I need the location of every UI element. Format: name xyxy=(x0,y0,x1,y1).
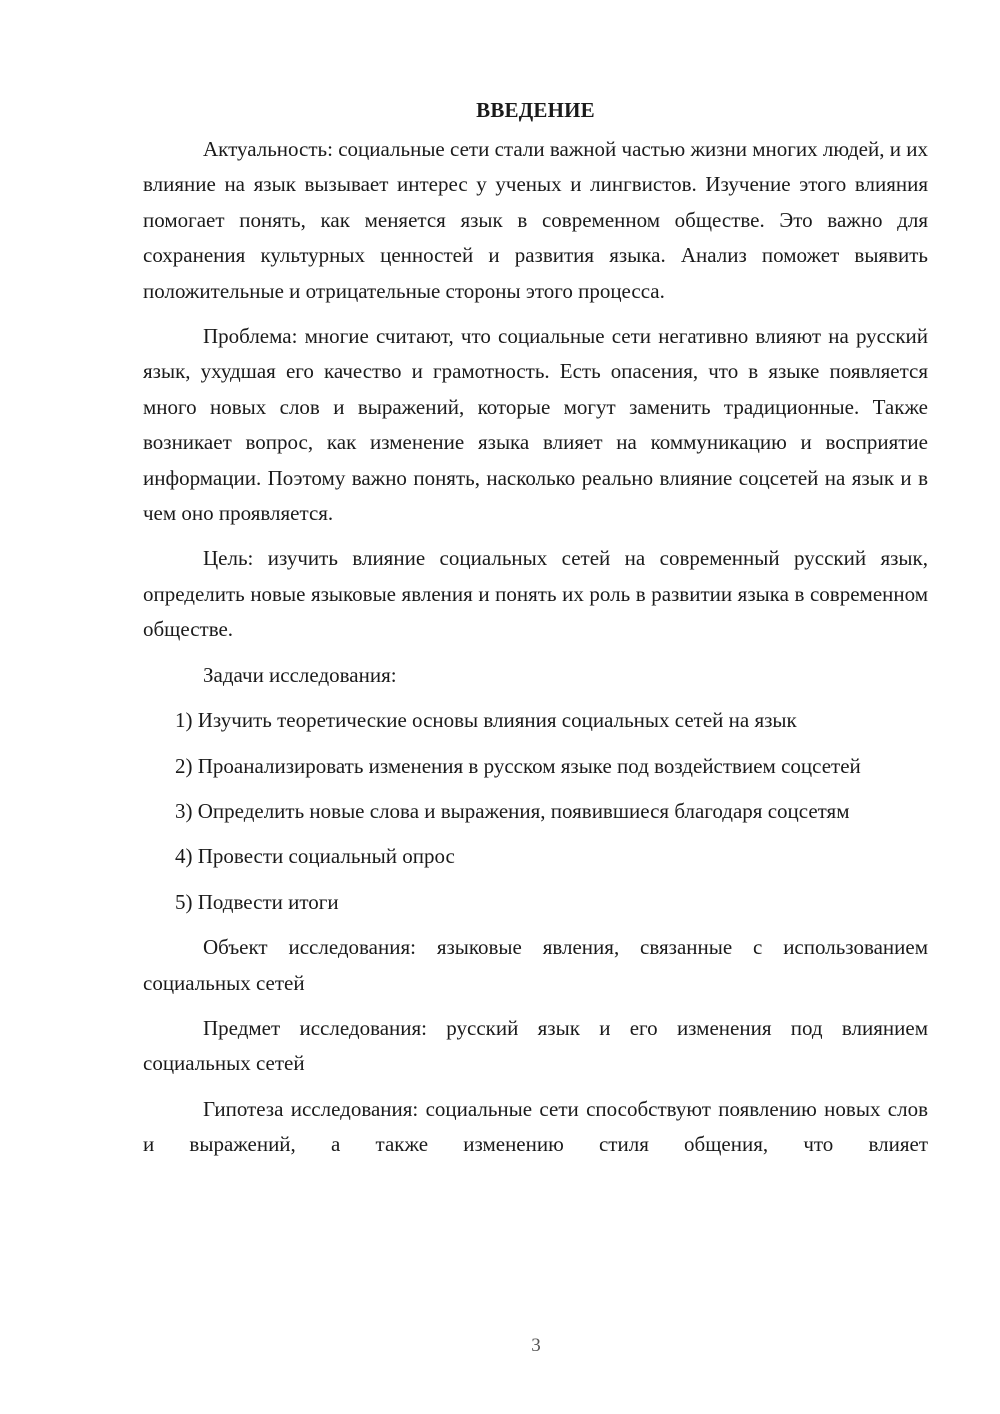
section-title: ВВЕДЕНИЕ xyxy=(476,98,595,122)
paragraph-hypothesis: Гипотеза исследования: социальные сети способствуют появлению новых слов и выражений, а также изменению стиля общения, что влияет xyxy=(143,1096,928,1157)
paragraph-object: Объект исследования: языковые явления, связанные с использованием социальных сетей xyxy=(143,935,928,995)
paragraph-problem: Проблема: многие считают, что социальные сети негативно влияют на русский язык, ухудшая его качество и грамотность. Есть опасения, что в языке появляется много новых слов и выражений, которые могут заменить традиционные. Также возникает вопрос, как изменение языка влияет на коммуникацию и восприятие информации. Поэтому важно понять, насколько реально влияние соцсетей на язык и в чем оно проявляется. xyxy=(143,324,928,526)
task-item-4: 4) Провести социальный опрос xyxy=(175,844,455,869)
paragraph-subject: Предмет исследования: русский язык и его изменения под влиянием социальных сетей xyxy=(143,1015,928,1076)
task-item-5: 5) Подвести итоги xyxy=(175,889,339,914)
task-item-1: 1) Изучить теоретические основы влияния социальных сетей на язык xyxy=(175,708,797,733)
page-content xyxy=(143,92,928,1173)
page-number: 3 xyxy=(531,1335,541,1356)
task-item-3: 3) Определить новые слова и выражения, появившиеся благодаря соцсетям xyxy=(175,798,850,823)
tasks-heading: Задачи исследования: xyxy=(203,662,397,687)
task-item-2: 2) Проанализировать изменения в русском языке под воздействием соцсетей xyxy=(175,753,861,778)
paragraph-goal: Цель: изучить влияние социальных сетей на современный русский язык, определить новые языковые явления и понять их роль в развитии языка в современном обществе. xyxy=(143,546,928,642)
paragraph-relevance: Актуальность: социальные сети стали важной частью жизни многих людей, и их влияние на язык вызывает интерес у ученых и лингвистов. Изучение этого влияния помогает понять, как меняется язык в современном обществе. Это важно для сохранения культурных ценностей и развития языка. Анализ поможет выявить положительные и отрицательные стороны этого процесса. xyxy=(143,137,928,303)
